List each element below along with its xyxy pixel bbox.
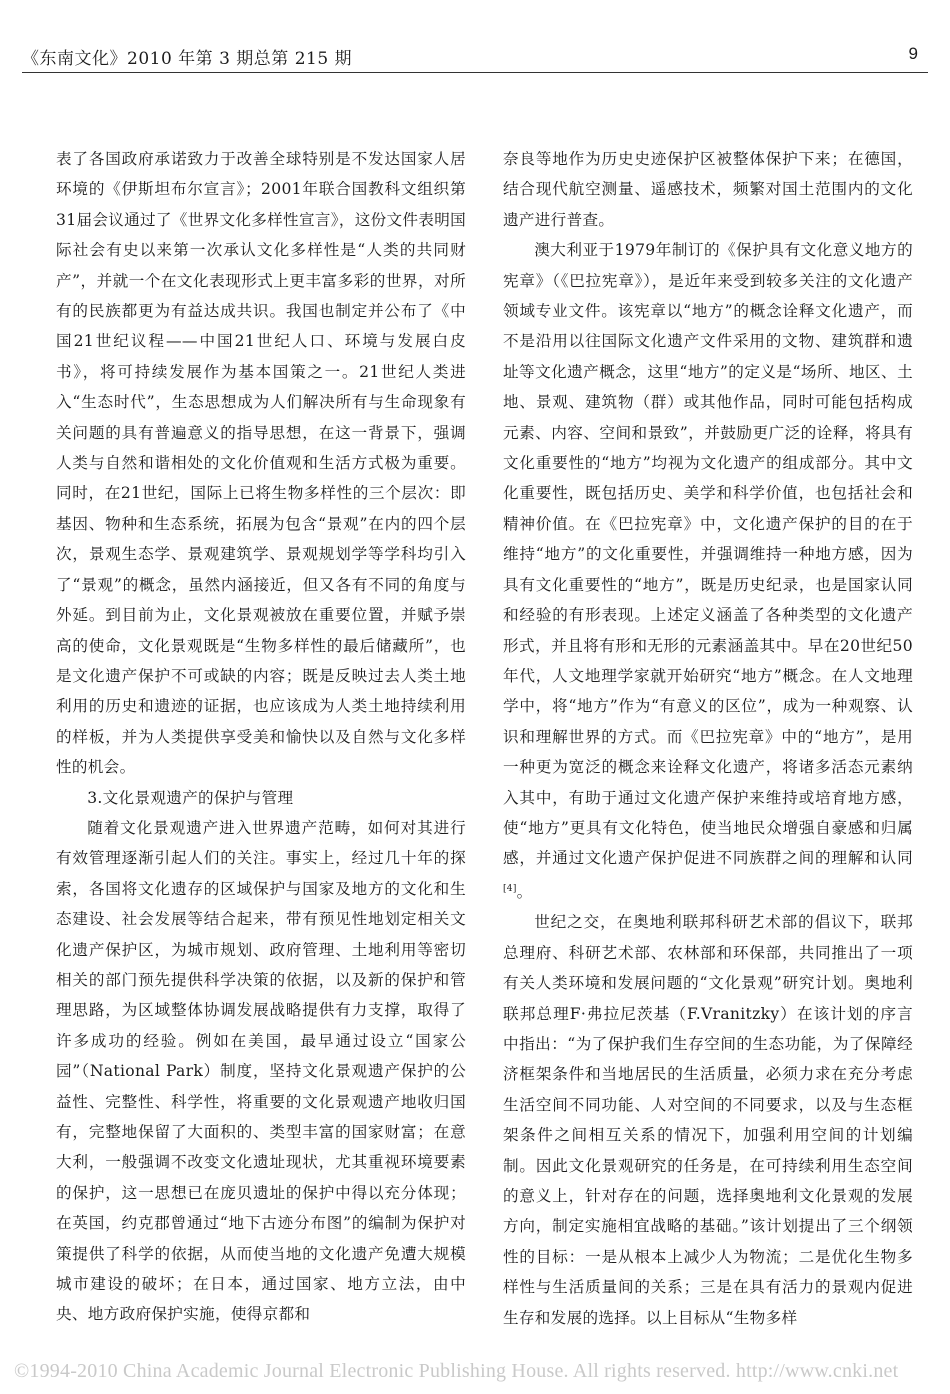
left-column — [56, 144, 466, 1330]
right-paragraph-2-text: 澳大利亚于1979年制订的《保护具有文化意义地方的宪章》（《巴拉宪章》），是近年来受到较多关注的文化遗产领域专业文件。该宪章以“地方”的概念诠释文化遗产，而不是沿用以往国际文化遗产文件采用的文物、建筑群和遗址等文化遗产概念，这里“地方”的定义是“场所、地区、土地、景观、建筑物（群）或其他作品，同时可能包括构成元素、内容、空间和景致”，并鼓励更广泛的诠释，将具有文化重要性的“地方”均视为文化遗产的组成部分。其中文化重要性，既包括历史、美学和科学价值，也包括社会和精神价值。在《巴拉宪章》中，文化遗产保护的目的在于维持“地方”的文化重要性，并强调维持一种地方感，因为具有文化重要性的“地方”，既是历史纪录，也是国家认同和经验的有形表现。上述定义涵盖了各种类型的文化遗产形式，并且将有形和无形的元素涵盖其中。早在20世纪50年代，人文地理学家就开始研究“地方”概念。在人文地理学中，将“地方”作为“有意义的区位”，成为一种观察、认识和理解世界的方式。而《巴拉宪章》中的“地方”，是用一种更为宽泛的概念来诠释文化遗产，将诸多活态元素纳入其中，有助于通过文化遗产保护来维持或培育地方感，使“地方”更具有文化特色，使当地民众增强自豪感和归属感，并通过文化遗产保护促进不同族群之间的理解和认同 — [503, 241, 913, 868]
right-paragraph-2-end: 。 — [516, 882, 533, 901]
page-header — [0, 0, 950, 78]
right-paragraph-3: 世纪之交，在奥地利联邦科研艺术部的倡议下，联邦总理府、科研艺术部、农林部和环保部，共同推出了一项有关人类环境和发展问题的“文化景观”研究计划。奥地利联邦总理F·弗拉尼茨基（F.Vranitzky）在该计划的序言中指出：“为了保护我们生存空间的生态功能，为了保障经济框架条件和当地居民的生活质量，必须力求在充分考虑生活空间不同功能、人对空间的不同要求，以及与生态框架条件之间相互关系的情况下，加强利用空间的计划编制。因此文化景观研究的任务是，在可持续利用生态空间的意义上，针对存在的问题，选择奥地利文化景观的发展方向，制定实施相宜战略的基础。”该计划提出了三个纲领性的目标：一是从根本上减少人为物流；二是优化生物多样性与生活质量间的关系；三是在具有活力的景观内促进生存和发展的选择。以上目标从“生物多样 — [503, 913, 913, 1327]
copyright-watermark: ©1994-2010 China Academic Journal Electronic Publishing House. All rights reserved. http://www.cnki.net — [14, 1360, 899, 1382]
left-paragraph-1: 表了各国政府承诺致力于改善全球特别是不发达国家人居环境的《伊斯坦布尔宣言》；2001年联合国教科文组织第31届会议通过了《世界文化多样性宣言》，这份文件表明国际社会有史以来第一次承认文化多样性是“人类的共同财产”，并就一个在文化表现形式上更丰富多彩的世界，对所有的民族都更为有益达成共识。我国也制定并公布了《中国21世纪议程——中国21世纪人口、环境与发展白皮书》，将可持续发展作为基本国策之一。21世纪人类进入“生态时代”，生态思想成为人们解决所有与生命现象有关问题的具有普遍意义的指导思想，在这一背景下，强调人类与自然和谐相处的文化价值观和生活方式极为重要。同时，在21世纪，国际上已将生物多样性的三个层次：即基因、物种和生态系统，拓展为包含“景观”在内的四个层次，景观生态学、景观建筑学、景观规划学等学科均引入了“景观”的概念，虽然内涵接近，但又各有不同的角度与外延。到目前为止，文化景观被放在重要位置，并赋予崇高的使命，文化景观既是“生物多样性的最后储藏所”，也是文化遗产保护不可或缺的内容；既是反映过去人类土地利用的历史和遗迹的证据，也应该成为人类土地持续利用的样板，并为人类提供享受美和愉快以及自然与文化多样性的机会。 — [56, 150, 466, 777]
page-number: 9 — [908, 44, 918, 63]
journal-title: 《东南文化》2010 年第 3 期总第 215 期 — [22, 49, 353, 69]
right-paragraph-1: 奈良等地作为历史史迹保护区被整体保护下来；在德国，结合现代航空测量、遥感技术，频繁对国土范围内的文化遗产进行普查。 — [503, 150, 913, 229]
right-column — [503, 144, 913, 1333]
left-paragraph-2: 随着文化景观遗产进入世界遗产范畴，如何对其进行有效管理逐渐引起人们的关注。事实上，经过几十年的探索，各国将文化遗存的区域保护与国家及地方的文化和生态建设、社会发展等结合起来，带有预见性地划定相关文化遗产保护区，为城市规划、政府管理、土地利用等密切相关的部门预先提供科学决策的依据，以及新的保护和管理思路，为区域整体协调发展战略提供有力支撑，取得了许多成功的经验。例如在美国，最早通过设立“国家公园”（National Park）制度，坚持文化景观遗产保护的公益性、完整性、科学性，将重要的文化景观遗产地收归国有，完整地保留了大面积的、类型丰富的国家财富；在意大利，一般强调不改变文化遗址现状，尤其重视环境要素的保护，这一思想已在庞贝遗址的保护中得以充分体现；在英国，约克郡曾通过“地下古迹分布图”的编制为保护对策提供了科学的依据，从而使当地的文化遗产免遭大规模城市建设的破坏；在日本，通过国家、地方立法，由中央、地方政府保护实施，使得京都和 — [56, 818, 466, 1324]
header-divider — [22, 72, 928, 73]
citation-ref: [4] — [503, 883, 517, 894]
right-paragraph-2 — [503, 235, 913, 907]
section-heading: 3.文化景观遗产的保护与管理 — [87, 788, 294, 807]
